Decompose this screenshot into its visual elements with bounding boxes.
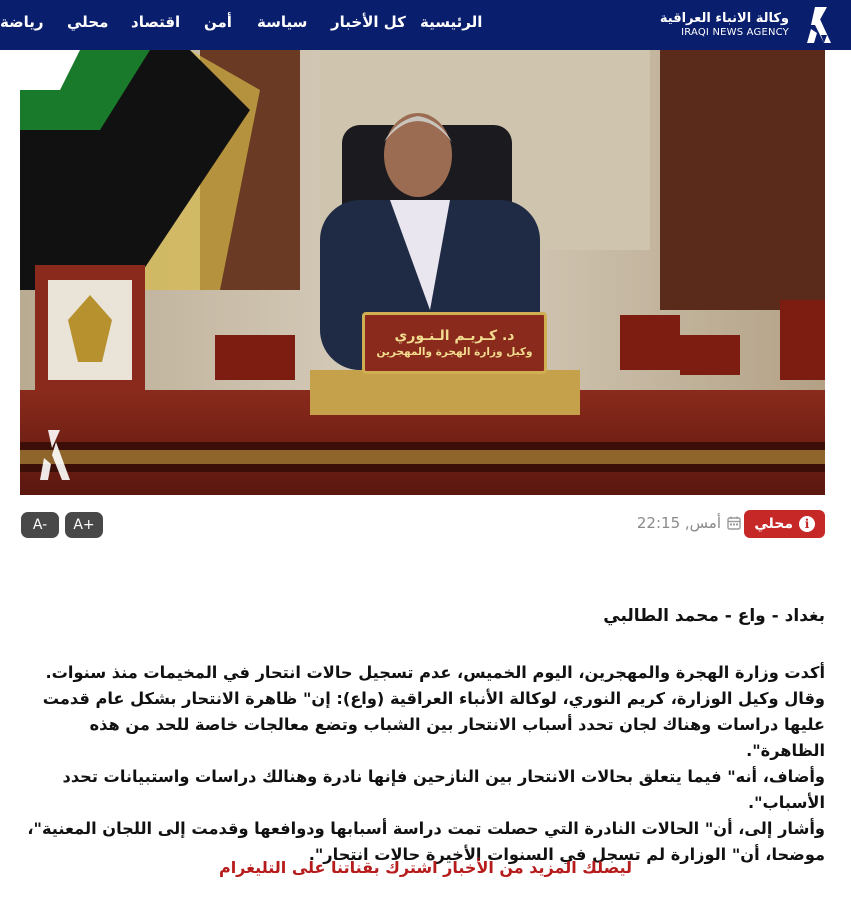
telegram-subscribe-link[interactable]: ليصلك المزيد من الأخبار اشترك بقناتنا على التليغرام bbox=[218, 858, 633, 877]
nameplate-title: وكيل وزارة الهجرة والمهجرين bbox=[376, 346, 533, 358]
brand-name-english: IRAQI NEWS AGENCY bbox=[681, 26, 789, 38]
nameplate-name: د. كـريـم الـنـوري bbox=[394, 328, 515, 344]
article-photo-illustration bbox=[20, 50, 825, 495]
nav-politics[interactable]: سياسة bbox=[257, 13, 308, 31]
brand-text bbox=[660, 12, 789, 37]
top-navbar bbox=[0, 0, 851, 50]
nav-sports[interactable]: رياضة bbox=[0, 13, 44, 31]
publish-date bbox=[637, 514, 741, 532]
calendar-icon bbox=[727, 516, 741, 530]
article-byline: بغداد - واع - محمد الطالبي bbox=[603, 606, 825, 626]
category-label: محلي bbox=[754, 516, 793, 532]
date-text: أمس, 22:15 bbox=[636, 514, 721, 532]
ina-logo-icon bbox=[797, 3, 841, 47]
article-body bbox=[20, 660, 825, 868]
article-paragraph: وأضاف، أنه" فيما يتعلق بحالات الانتحار بين النازحين فإنها نادرة وهنالك دراسات واستبيانات تحدد الأسباب". bbox=[62, 767, 825, 812]
nav-security[interactable]: أمن bbox=[204, 13, 232, 31]
brand-name-arabic: وكالة الانباء العراقية bbox=[659, 11, 789, 27]
category-badge[interactable] bbox=[744, 510, 825, 538]
nav-local[interactable]: محلي bbox=[67, 13, 109, 31]
font-increase-button[interactable]: A+ bbox=[65, 512, 103, 538]
article-paragraph: وأشار إلى، أن" الحالات النادرة التي حصلت تمت دراسة أسبابها ودوافعها وقدمت إلى اللجان المعنية"، موضحا، أن" الوزارة لم تسجل في السنوات الأخيرة حالات انتحار". bbox=[27, 819, 825, 864]
article-paragraph: أكدت وزارة الهجرة والمهجرين، اليوم الخميس، عدم تسجيل حالات انتحار في المخيمات منذ سنوات. bbox=[45, 663, 825, 682]
info-icon: i bbox=[799, 516, 815, 532]
nav-all-news[interactable]: كل الأخبار bbox=[331, 13, 406, 31]
nav-economy[interactable]: اقتصاد bbox=[131, 13, 181, 31]
brand[interactable] bbox=[660, 2, 841, 48]
font-decrease-button[interactable]: A- bbox=[21, 512, 59, 538]
nameplate bbox=[362, 312, 547, 374]
article-photo bbox=[20, 50, 825, 495]
article-paragraph: وقال وكيل الوزارة، كريم النوري، لوكالة الأنباء العراقية (واع): إن" ظاهرة الانتحار بشكل عام قدمت عليها دراسات وهناك لجان تحدد أسباب الانتحار بين الشباب وتضع معالجات خاصة للحد من هذه الظاهرة". bbox=[42, 689, 825, 760]
nav-home[interactable]: الرئيسية bbox=[420, 13, 483, 31]
